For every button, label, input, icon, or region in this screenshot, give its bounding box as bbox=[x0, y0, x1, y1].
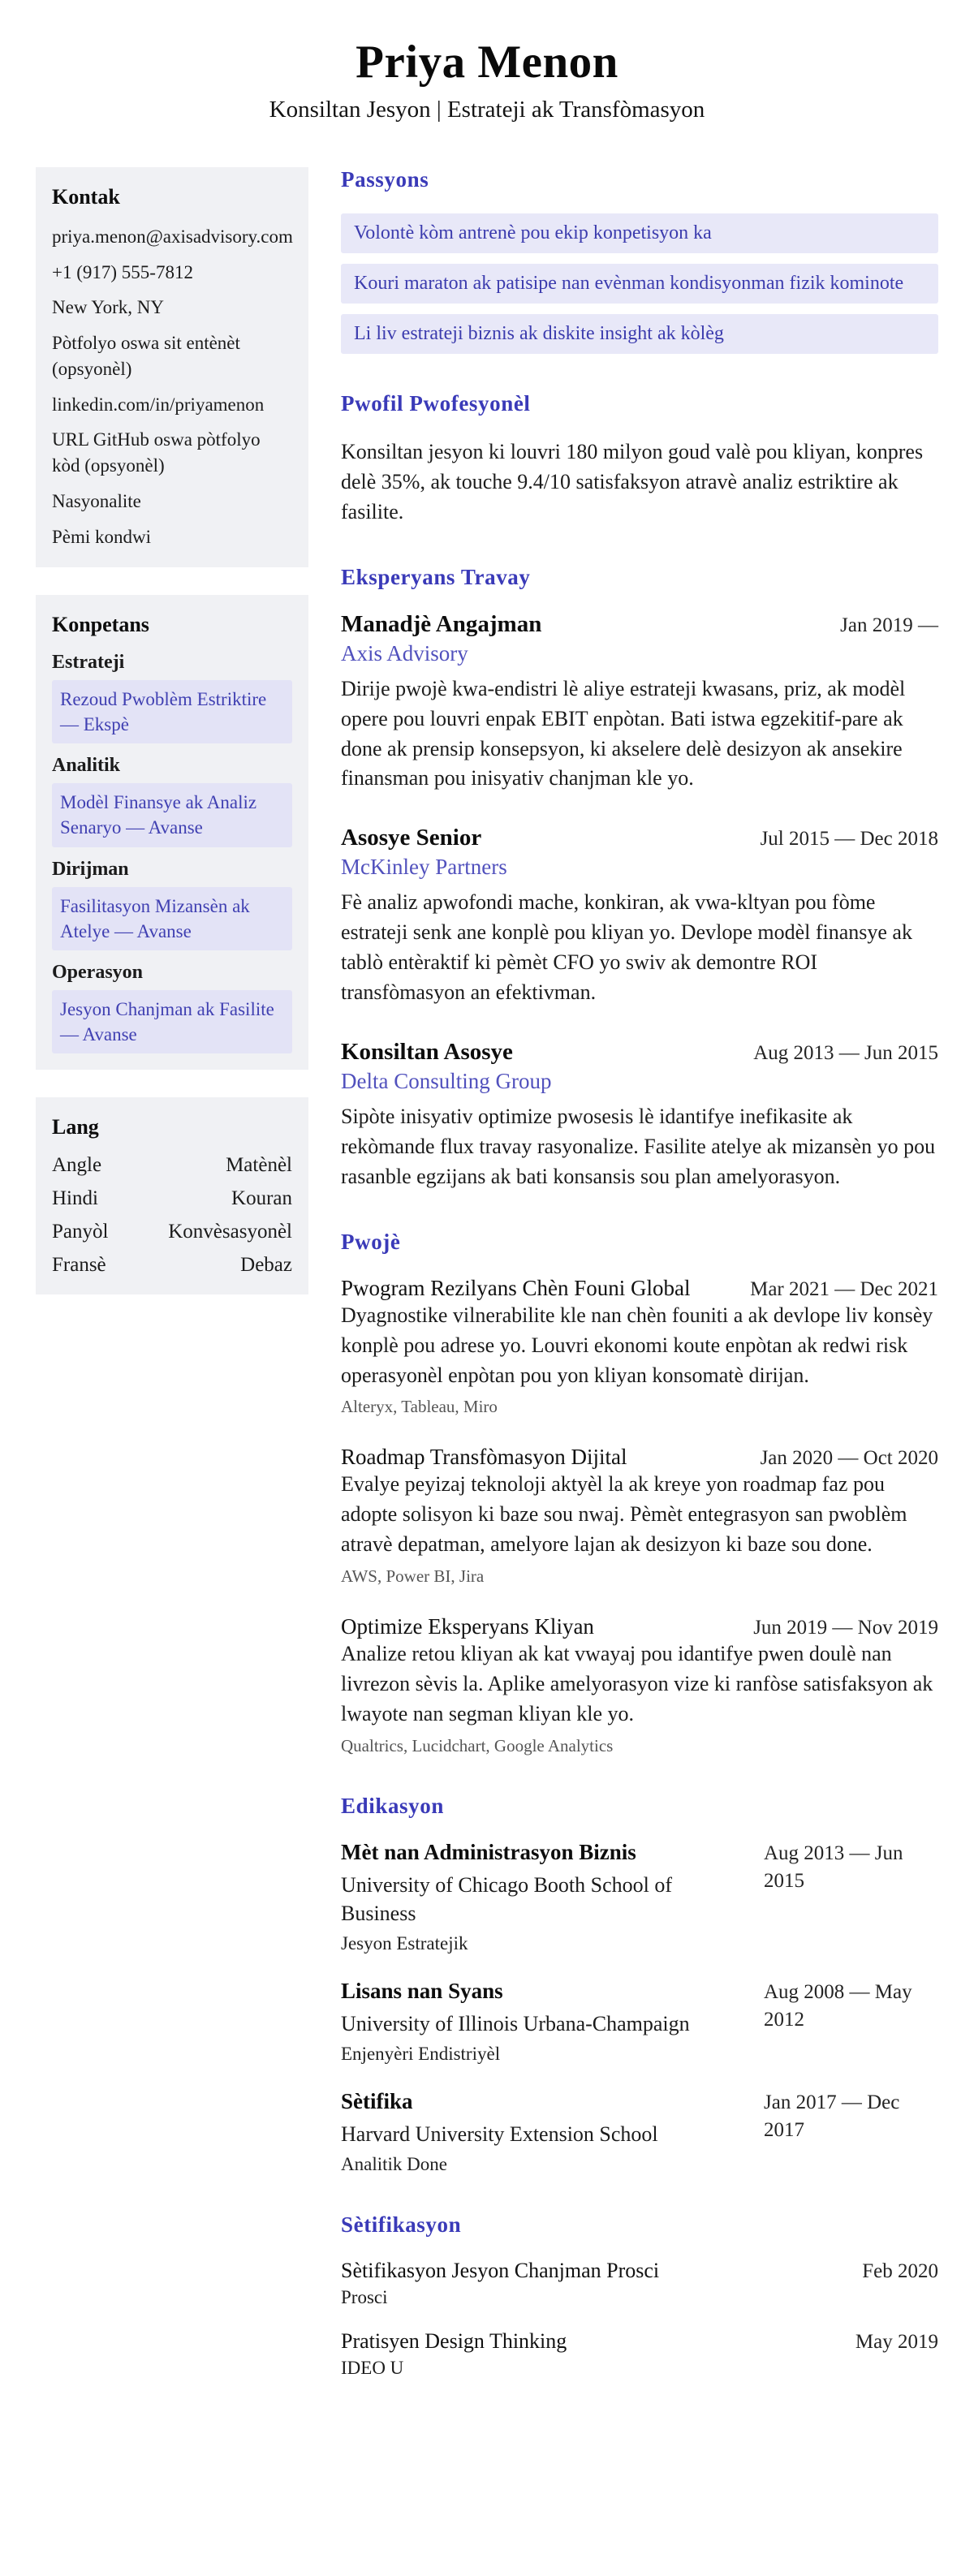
projects-section bbox=[341, 1230, 938, 1756]
education-field: Jesyon Estratejik bbox=[341, 1933, 468, 1954]
education-entry-body bbox=[341, 2089, 744, 2175]
certification-issuer: Prosci bbox=[341, 2287, 388, 2308]
project-entry bbox=[341, 1276, 938, 1418]
job-entry bbox=[341, 1039, 938, 1192]
project-tools: Qualtrics, Lucidchart, Google Analytics bbox=[341, 1735, 614, 1755]
project-description: Evalye peyizaj teknoloji aktyèl la ak kreye yon roadmap faz pou adopte solisyon ki baze sou nwaj. Pèmèt entegrasyon san pwoblèm atravè depatman, amelyore lajan ak desizyon ki baze sou done. bbox=[341, 1472, 907, 1557]
project-title: Pwogram Rezilyans Chèn Founi Global bbox=[341, 1275, 691, 1300]
education-entry bbox=[341, 1979, 938, 2065]
skill-tag: Modèl Finansye ak Analiz Senaryo — Avanse bbox=[52, 783, 292, 846]
education-school: Harvard University Extension School bbox=[341, 2122, 658, 2147]
project-dates: Mar 2021 — Dec 2021 bbox=[750, 1277, 938, 1300]
education-entry-head bbox=[341, 1979, 938, 2065]
certification-entry-head bbox=[341, 2329, 938, 2354]
education-degree: Lisans nan Syans bbox=[341, 1979, 503, 2004]
contact-location: New York, NY bbox=[52, 297, 165, 318]
certifications-heading: Sètifikasyon bbox=[341, 2212, 462, 2238]
education-entry bbox=[341, 1840, 938, 1954]
job-title: Manadjè Angajman bbox=[341, 610, 542, 637]
sidebar bbox=[36, 167, 308, 1322]
language-row bbox=[52, 1254, 292, 1277]
language-level: Matènèl bbox=[226, 1153, 292, 1176]
certifications-section bbox=[341, 2212, 938, 2379]
language-name: Hindi bbox=[52, 1187, 98, 1209]
experience-heading: Eksperyans Travay bbox=[341, 564, 531, 589]
skill-group-label: Operasyon bbox=[52, 961, 144, 983]
languages-section bbox=[36, 1097, 308, 1294]
certification-issuer: IDEO U bbox=[341, 2358, 404, 2379]
certification-title: Pratisyen Design Thinking bbox=[341, 2329, 567, 2354]
contact-nationality: Nasyonalite bbox=[52, 490, 141, 511]
candidate-name: Priya Menon bbox=[356, 37, 618, 88]
education-section bbox=[341, 1794, 938, 2175]
project-tools: Alteryx, Tableau, Miro bbox=[341, 1397, 498, 1417]
contact-section bbox=[36, 167, 308, 567]
job-entry-head bbox=[341, 1039, 938, 1066]
contact-linkedin[interactable]: linkedin.com/in/priyamenon bbox=[52, 394, 265, 415]
languages-heading: Lang bbox=[52, 1114, 99, 1139]
job-title: Asosye Senior bbox=[341, 825, 482, 851]
job-description: Fè analiz apwofondi mache, konkiran, ak vwa-kltyan pou fòme estrateji senk ane konplè pou kliyan yo. Devlope modèl finansye ak tablò entèraktif ki pèmèt CFO yo swiv ak demontre ROI transfòmasyon an efektivman. bbox=[341, 890, 912, 1005]
contact-phone: +1 (917) 555-7812 bbox=[52, 261, 193, 282]
project-title: Optimize Eksperyans Kliyan bbox=[341, 1614, 594, 1639]
skill-group-label: Estrateji bbox=[52, 652, 125, 674]
contact-portfolio: Pòtfolyo oswa sit entènèt (opsyonèl) bbox=[52, 333, 240, 379]
project-entry-head bbox=[341, 1276, 938, 1301]
education-degree: Mèt nan Administrasyon Biznis bbox=[341, 1839, 636, 1864]
passion-item: Li liv estrateji biznis ak diskite insight ak kòlèg bbox=[341, 314, 938, 354]
education-school: University of Illinois Urbana-Champaign bbox=[341, 2012, 690, 2036]
job-entry-head bbox=[341, 611, 938, 638]
job-description: Dirije pwojè kwa-endistri lè aliye estrateji kwasans, priz, ak modèl opere pou louvri enpak EBIT enpòtan. Bati istwa egzekitif-pare ak done ak prensip konsepsyon, ki akselere delè desizyon ak ansekire finansman pou inisyativ chanjman kle yo. bbox=[341, 676, 906, 790]
content bbox=[36, 167, 938, 2416]
skills-section bbox=[36, 595, 308, 1069]
contact-driving-permit: Pèmi kondwi bbox=[52, 526, 152, 547]
project-tools: AWS, Power BI, Jira bbox=[341, 1566, 485, 1587]
certification-date: May 2019 bbox=[855, 2331, 938, 2354]
project-title: Roadmap Transfòmasyon Dijital bbox=[341, 1445, 627, 1470]
experience-section bbox=[341, 565, 938, 1192]
language-name: Fransè bbox=[52, 1253, 106, 1276]
skills-heading: Konpetans bbox=[52, 613, 149, 637]
language-name: Panyòl bbox=[52, 1220, 109, 1243]
education-entry-body bbox=[341, 1979, 744, 2065]
header bbox=[36, 36, 938, 123]
job-company[interactable]: Axis Advisory bbox=[341, 640, 468, 666]
job-dates: Aug 2013 — Jun 2015 bbox=[753, 1041, 938, 1064]
education-entry-head bbox=[341, 1840, 938, 1954]
project-dates: Jan 2020 — Oct 2020 bbox=[760, 1447, 938, 1470]
education-field: Enjenyèri Endistriyèl bbox=[341, 2044, 501, 2065]
education-dates: Aug 2013 — Jun 2015 bbox=[764, 1842, 903, 1892]
profile-section bbox=[341, 391, 938, 528]
education-entry-head bbox=[341, 2089, 938, 2175]
project-entry-head bbox=[341, 1614, 938, 1639]
candidate-title: Konsiltan Jesyon | Estrateji ak Transfòmasyon bbox=[269, 97, 705, 123]
skill-group-label: Analitik bbox=[52, 755, 121, 777]
education-field: Analitik Done bbox=[341, 2154, 447, 2175]
language-name: Angle bbox=[52, 1153, 102, 1176]
skill-group-label: Dirijman bbox=[52, 858, 129, 880]
profile-text: Konsiltan jesyon ki louvri 180 milyon goud valè pou kliyan, konpres delè 35%, ak touche 9.4/10 satisfaksyon atravè analiz estriktire ak fasilite. bbox=[341, 440, 924, 523]
certification-entry bbox=[341, 2259, 938, 2308]
project-dates: Jun 2019 — Nov 2019 bbox=[753, 1617, 938, 1639]
job-company[interactable]: Delta Consulting Group bbox=[341, 1068, 552, 1093]
passions-heading: Passyons bbox=[341, 167, 429, 192]
job-dates: Jul 2015 — Dec 2018 bbox=[760, 828, 938, 851]
language-row bbox=[52, 1221, 292, 1243]
language-row bbox=[52, 1187, 292, 1210]
job-entry bbox=[341, 825, 938, 1008]
job-title: Konsiltan Asosye bbox=[341, 1038, 513, 1065]
main-content bbox=[341, 167, 938, 2416]
contact-email[interactable]: priya.menon@axisadvisory.com bbox=[52, 226, 293, 247]
project-entry-head bbox=[341, 1445, 938, 1470]
education-dates: Jan 2017 — Dec 2017 bbox=[764, 2091, 900, 2141]
job-entry-head bbox=[341, 825, 938, 851]
project-entry bbox=[341, 1614, 938, 1756]
job-description: Sipòte inisyativ optimize pwosesis lè idantifye inefikasite ak rekòmande flux travay rasyonalize. Fasilite atelye ak mizansèn yo pou rasanble egzijans ak bati konsansis sou plan amelyorasyon. bbox=[341, 1104, 936, 1188]
profile-heading: Pwofil Pwofesyonèl bbox=[341, 391, 531, 416]
education-entry-body bbox=[341, 1840, 744, 1954]
language-row bbox=[52, 1154, 292, 1177]
project-description: Dyagnostike vilnerabilite kle nan chèn founiti a ak devlope liv konsèy konplè pou adrese yo. Louvri ekonomi koute enpòtan ak redwi risk operasyonèl enpòtan pou yon kliyan konsomatè dirijan. bbox=[341, 1303, 933, 1387]
passion-item: Volontè kòm antrenè pou ekip konpetisyon ka bbox=[341, 213, 938, 253]
language-level: Kouran bbox=[231, 1187, 292, 1209]
language-level: Debaz bbox=[240, 1253, 292, 1276]
job-entry bbox=[341, 611, 938, 795]
skill-tag: Rezoud Pwoblèm Estriktire — Ekspè bbox=[52, 680, 292, 743]
certification-entry-head bbox=[341, 2259, 938, 2283]
project-description: Analize retou kliyan ak kat vwayaj pou idantifye pwen doulè nan livrezon sèvis la. Aplike amelyorasyon vize ki ranfòse satisfaksyon ak lwayote nan segman kliyan kle yo. bbox=[341, 1642, 933, 1725]
job-dates: Jan 2019 — bbox=[840, 614, 938, 636]
education-heading: Edikasyon bbox=[341, 1793, 444, 1818]
language-level: Konvèsasyonèl bbox=[168, 1220, 292, 1243]
project-entry bbox=[341, 1445, 938, 1587]
skill-tag: Jesyon Chanjman ak Fasilite — Avanse bbox=[52, 990, 292, 1053]
job-company[interactable]: McKinley Partners bbox=[341, 855, 507, 880]
certification-entry bbox=[341, 2329, 938, 2379]
passion-item: Kouri maraton ak patisipe nan evènman kondisyonman fizik kominote bbox=[341, 264, 938, 304]
education-dates: Aug 2008 — May 2012 bbox=[764, 1981, 912, 2031]
certification-date: Feb 2020 bbox=[862, 2260, 938, 2283]
passions-section bbox=[341, 167, 938, 354]
education-degree: Sètifika bbox=[341, 2089, 413, 2114]
skill-tag: Fasilitasyon Mizansèn ak Atelye — Avanse bbox=[52, 887, 292, 950]
certification-title: Sètifikasyon Jesyon Chanjman Prosci bbox=[341, 2259, 660, 2283]
education-school: University of Chicago Booth School of Business bbox=[341, 1872, 673, 1925]
projects-heading: Pwojè bbox=[341, 1229, 401, 1254]
contact-github: URL GitHub oswa pòtfolyo kòd (opsyonèl) bbox=[52, 429, 261, 476]
contact-heading: Kontak bbox=[52, 185, 120, 209]
education-entry bbox=[341, 2089, 938, 2175]
